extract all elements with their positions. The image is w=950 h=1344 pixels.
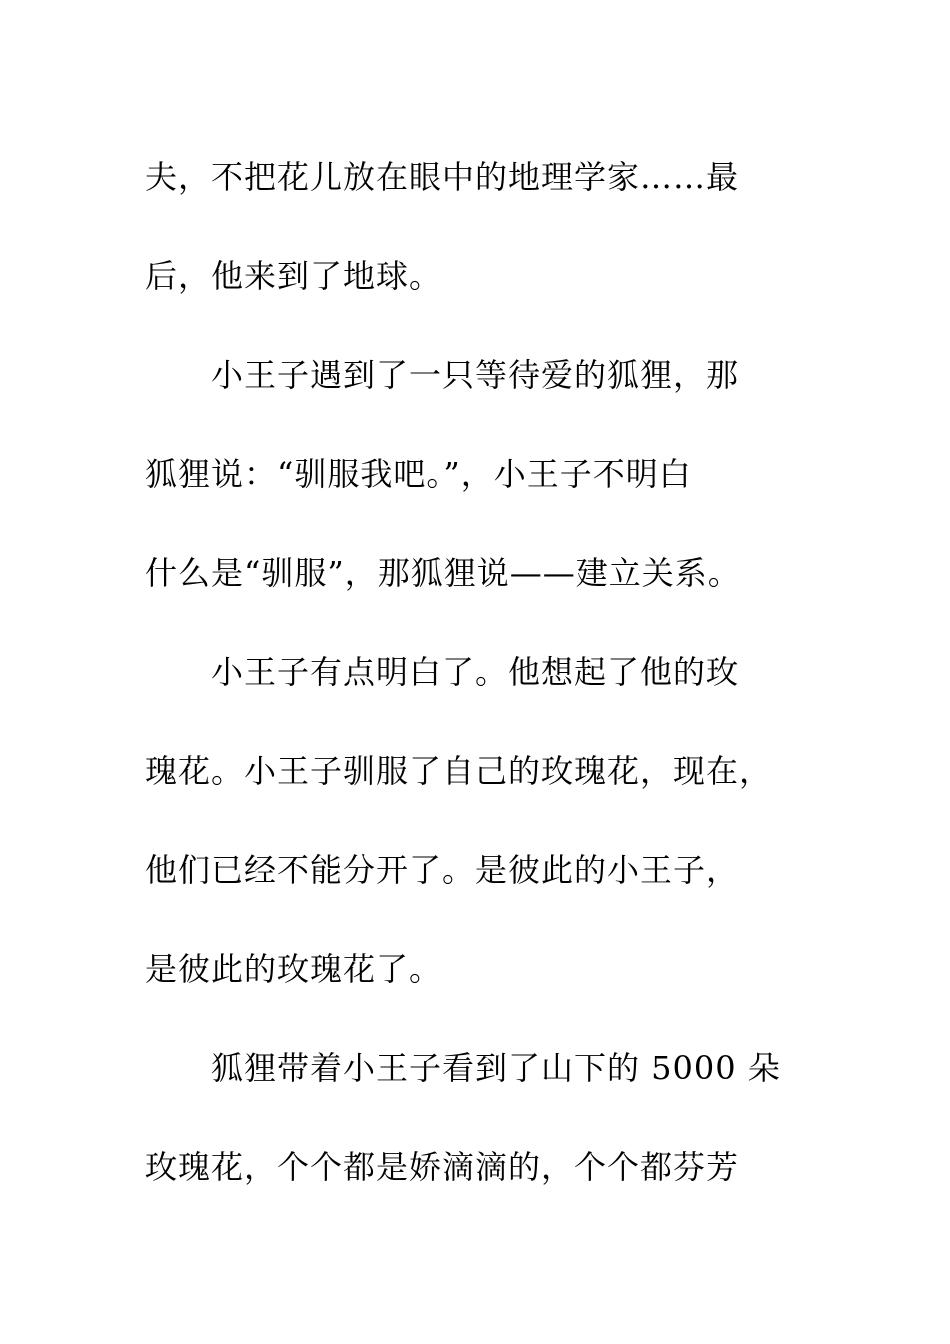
text-line: 瑰花。小王子驯服了自己的玫瑰花，现在， [145,752,773,790]
text-line: 他们已经不能分开了。是彼此的小王子， [145,851,740,889]
body-text [145,128,845,1217]
text-line: 玫瑰花，个个都是娇滴滴的，个个都芬芳 [145,1148,740,1186]
text-line: 是彼此的玫瑰花了。 [145,950,443,988]
text-line: 夫，不把花儿放在眼中的地理学家……最 [145,158,740,196]
text-line: 小王子遇到了一只等待爱的狐狸，那 [145,356,740,394]
text-line: 狐狸带着小王子看到了山下的 5000 朵 [145,1049,781,1087]
text-line: 什么是“驯服”，那狐狸说——建立关系。 [145,554,741,592]
text-line: 后，他来到了地球。 [145,257,443,295]
text-line: 小王子有点明白了。他想起了他的玫 [145,653,740,691]
text-line: 狐狸说：“驯服我吧。”，小王子不明白 [145,455,692,493]
